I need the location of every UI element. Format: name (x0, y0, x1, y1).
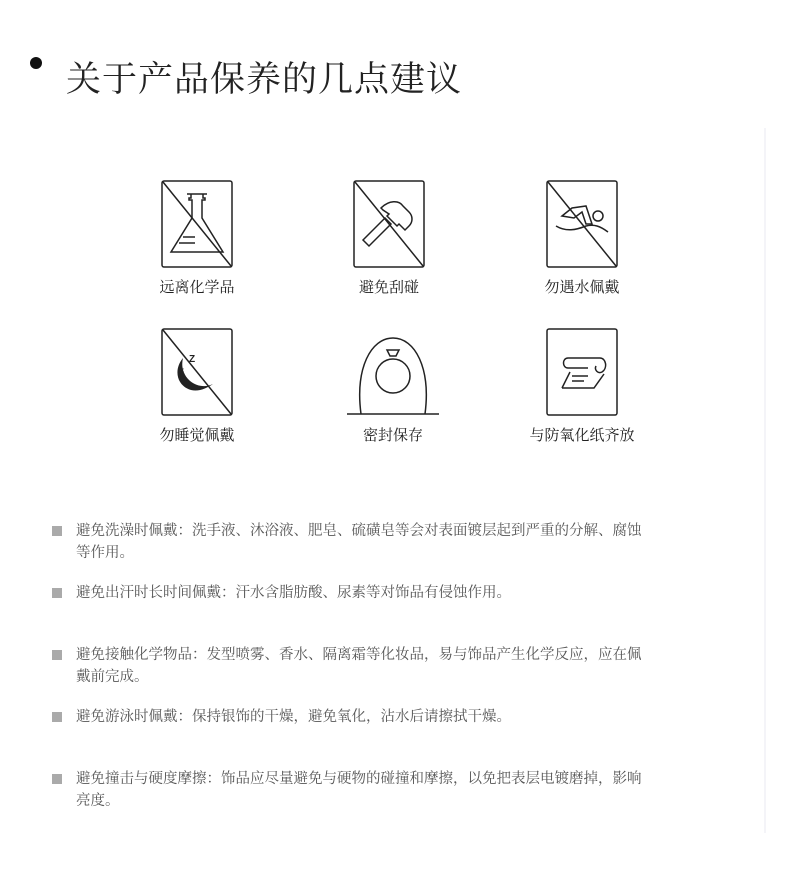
tip-text-line1: 避免游泳时佩戴：保持银饰的干燥，避免氧化，沾水后请擦拭干燥。 (76, 709, 511, 725)
anti-oxidation-paper-icon (546, 328, 618, 416)
icon-label: 勿遇水佩戴 (544, 278, 620, 296)
tip-text-line2: 等作用。 (76, 545, 134, 561)
list-item (52, 768, 732, 812)
square-bullet-icon (52, 712, 62, 722)
care-icon-no-hammer (309, 180, 469, 297)
square-bullet-icon (52, 526, 62, 536)
care-icon-no-sleeping (117, 328, 277, 445)
tip-text-line2: 亮度。 (76, 793, 120, 809)
list-item (52, 706, 732, 728)
page-title: 关于产品保养的几点建议 (66, 60, 463, 100)
square-bullet-icon (52, 650, 62, 660)
icon-label: 避免刮碰 (358, 278, 419, 296)
no-hammer-icon (353, 180, 425, 268)
title-bullet (30, 57, 42, 69)
care-icon-anti-oxidation-paper (502, 328, 662, 445)
care-icon-no-chemicals (117, 180, 277, 297)
tip-text-line1: 避免出汗时长时间佩戴：汗水含脂肪酸、尿素等对饰品有侵蚀作用。 (76, 585, 511, 601)
list-item (52, 644, 732, 688)
icon-label: 远离化学品 (159, 278, 235, 296)
care-icon-sealed-storage (313, 328, 473, 445)
tip-text-line1: 避免洗澡时佩戴：洗手液、沐浴液、肥皂、硫磺皂等会对表面镀层起到严重的分解、腐蚀 (76, 523, 642, 539)
tip-text-line2: 戴前完成。 (76, 669, 149, 685)
list-item (52, 582, 732, 604)
icon-label: 勿睡觉佩戴 (159, 426, 235, 444)
svg-text:Z: Z (189, 354, 196, 365)
tip-text-line1: 避免撞击与硬度摩擦：饰品应尽量避免与硬物的碰撞和摩擦，以免把表层电镀磨掉，影响 (76, 771, 642, 787)
svg-text:z: z (181, 368, 184, 374)
list-item (52, 520, 732, 564)
no-swimming-icon (546, 180, 618, 268)
right-divider (764, 128, 766, 833)
sealed-storage-icon (345, 328, 441, 416)
tip-text-line1: 避免接触化学物品：发型喷雾、香水、隔离霜等化妆品，易与饰品产生化学反应，应在佩 (76, 647, 642, 663)
square-bullet-icon (52, 588, 62, 598)
square-bullet-icon (52, 774, 62, 784)
care-icon-no-swimming (502, 180, 662, 297)
no-sleeping-icon (161, 328, 233, 416)
no-chemicals-icon (161, 180, 233, 268)
icon-label: 密封保存 (362, 426, 423, 444)
icon-label: 与防氧化纸齐放 (529, 426, 635, 444)
